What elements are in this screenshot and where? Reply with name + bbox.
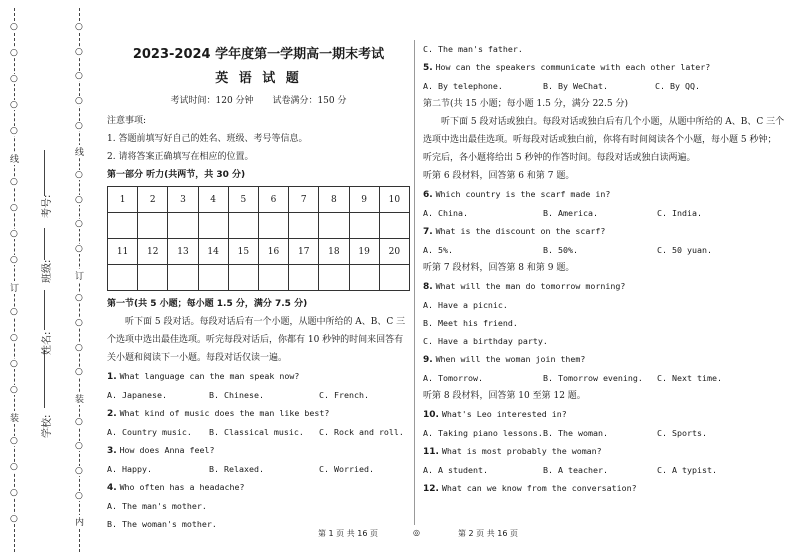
option-a[interactable]: A. Tomorrow. bbox=[423, 373, 483, 383]
exam-no-label: 考号: bbox=[42, 194, 53, 218]
question-number: 12. bbox=[423, 484, 439, 494]
seal-circle-icon: ○ bbox=[75, 318, 83, 328]
option-c[interactable]: C. Have a birthday party. bbox=[423, 336, 548, 346]
notes-heading: 注意事项: bbox=[107, 116, 147, 126]
option-b[interactable]: B. Meet his friend. bbox=[423, 318, 518, 328]
question-number: 4. bbox=[107, 483, 117, 493]
seal-circle-icon: ○ bbox=[75, 71, 83, 82]
answer-grid-number-row bbox=[108, 187, 410, 213]
seal-char: 线 bbox=[75, 145, 84, 158]
question-text: When will the woman join them? bbox=[435, 354, 586, 364]
answer-cell[interactable] bbox=[319, 213, 349, 239]
question-number-cell: 8 bbox=[319, 187, 349, 213]
option-c[interactable]: C. By QQ. bbox=[655, 81, 700, 91]
question-1 bbox=[107, 367, 410, 404]
seal-circle-icon: ○ bbox=[75, 416, 83, 427]
binding-strip bbox=[0, 0, 98, 560]
answer-cell[interactable] bbox=[138, 213, 168, 239]
page-divider bbox=[414, 40, 415, 525]
seal-circle-icon: ○ bbox=[10, 47, 18, 58]
question-number-cell: 14 bbox=[198, 239, 228, 265]
seal-circle-icon: ○ bbox=[10, 125, 18, 136]
seal-char: 订 bbox=[75, 269, 84, 282]
question-number-cell: 5 bbox=[228, 187, 258, 213]
seal-circle-icon: ○ bbox=[75, 293, 83, 304]
seal-circle-icon: ○ bbox=[10, 462, 18, 473]
seal-circle-icon: ○ bbox=[75, 96, 83, 106]
option-c[interactable]: C. Next time. bbox=[657, 373, 722, 383]
question-text: How can the speakers communicate with each other later? bbox=[435, 62, 711, 72]
seal-circle-icon: ○ bbox=[75, 120, 83, 131]
exam-time: 考试时间：120 分钟 bbox=[170, 96, 254, 106]
question-number-cell: 11 bbox=[108, 239, 138, 265]
question-number-cell: 9 bbox=[349, 187, 379, 213]
answer-cell[interactable] bbox=[258, 213, 288, 239]
seal-char: 装 bbox=[10, 411, 19, 424]
answer-cell[interactable] bbox=[379, 265, 409, 291]
seal-circle-icon: ○ bbox=[10, 436, 18, 447]
answer-cell[interactable] bbox=[198, 213, 228, 239]
left-page bbox=[107, 40, 410, 533]
question-number-cell: 16 bbox=[258, 239, 288, 265]
option-a[interactable]: A. The man's mother. bbox=[107, 501, 207, 511]
question-number: 7. bbox=[423, 227, 433, 237]
option-a[interactable]: A. Japanese. bbox=[107, 390, 167, 400]
question-number: 10. bbox=[423, 410, 439, 420]
answer-cell[interactable] bbox=[168, 213, 198, 239]
center-mark-icon: ◎ bbox=[413, 528, 420, 537]
option-a[interactable]: A. A student. bbox=[423, 465, 488, 475]
answer-cell[interactable] bbox=[108, 213, 138, 239]
answer-cell[interactable] bbox=[319, 265, 349, 291]
option-a[interactable]: A. Happy. bbox=[107, 464, 152, 474]
seal-circle-icon: ○ bbox=[75, 194, 83, 205]
option-c[interactable]: C. Rock and roll. bbox=[319, 427, 404, 437]
option-c[interactable]: C. Worried. bbox=[319, 464, 374, 474]
question-text: What can we know from the conversation? bbox=[441, 483, 637, 493]
answer-cell[interactable] bbox=[289, 265, 319, 291]
question-text: Which country is the scarf made in? bbox=[435, 189, 611, 199]
question-text: What language can the man speak now? bbox=[119, 371, 300, 381]
answer-cell[interactable] bbox=[379, 213, 409, 239]
question-number-cell: 12 bbox=[138, 239, 168, 265]
page-number-right: 第 2 页 共 16 页 bbox=[458, 529, 518, 538]
seal-circle-icon: ○ bbox=[75, 466, 83, 476]
answer-cell[interactable] bbox=[228, 265, 258, 291]
question-number-cell: 3 bbox=[168, 187, 198, 213]
answer-cell[interactable] bbox=[349, 265, 379, 291]
question-number: 9. bbox=[423, 355, 433, 365]
option-b[interactable]: B. By WeChat. bbox=[543, 81, 608, 91]
seal-circle-icon: ○ bbox=[75, 441, 83, 452]
question-number: 1. bbox=[107, 372, 117, 382]
answer-cell[interactable] bbox=[198, 265, 228, 291]
answer-cell[interactable] bbox=[349, 213, 379, 239]
question-number: 6. bbox=[423, 190, 433, 200]
option-a[interactable]: A. China. bbox=[423, 208, 468, 218]
question-text: What will the man do tomorrow morning? bbox=[435, 281, 626, 291]
seal-circle-icon: ○ bbox=[10, 73, 18, 84]
answer-cell[interactable] bbox=[258, 265, 288, 291]
seal-char: 内 bbox=[75, 515, 84, 528]
seal-circle-icon: ○ bbox=[75, 46, 83, 57]
passage-heading: 听第 7 段材料，回答第 8 和第 9 题。 bbox=[423, 263, 575, 273]
question-number: 2. bbox=[107, 409, 117, 419]
option-c[interactable]: C. 50 yuan. bbox=[657, 245, 712, 255]
question-text: What kind of music does the man like best? bbox=[119, 408, 330, 418]
exam-title: 2023-2024 学年度第一学期高一期末考试 bbox=[132, 47, 385, 62]
seal-circle-icon: ○ bbox=[10, 203, 18, 214]
note-item: 1. 答题前填写好自己的姓名、班级、考号等信息。 bbox=[107, 134, 308, 144]
question-text: Who often has a headache? bbox=[119, 482, 245, 492]
question-number-cell: 2 bbox=[138, 187, 168, 213]
option-c[interactable]: C. India. bbox=[657, 208, 702, 218]
answer-grid-answer-row bbox=[108, 265, 410, 291]
exam-info bbox=[107, 92, 410, 110]
part1-heading: 第一部分 听力(共两节，共 30 分) bbox=[107, 170, 246, 180]
question-number-cell: 1 bbox=[108, 187, 138, 213]
note-item: 2. 请将答案正确填写在相应的位置。 bbox=[107, 152, 254, 162]
question-text: What is the discount on the scarf? bbox=[435, 226, 606, 236]
option-c[interactable]: C. The man's father. bbox=[423, 44, 523, 54]
option-b[interactable]: B. The woman. bbox=[543, 428, 608, 438]
question-number: 3. bbox=[107, 446, 117, 456]
section1-heading: 第一节(共 5 小题；每小题 1.5 分，满分 7.5 分) bbox=[107, 299, 308, 309]
question-number: 5. bbox=[423, 63, 433, 73]
question-text: What's Leo interested in? bbox=[441, 409, 567, 419]
option-b[interactable]: B. The woman's mother. bbox=[107, 519, 217, 529]
answer-grid-answer-row bbox=[108, 213, 410, 239]
seal-circle-icon: ○ bbox=[10, 229, 18, 240]
option-b[interactable]: B. 50%. bbox=[543, 245, 578, 255]
question-number-cell: 17 bbox=[289, 239, 319, 265]
option-c[interactable]: C. Sports. bbox=[657, 428, 707, 438]
section2-heading: 第二节(共 15 小题；每小题 1.5 分，满分 22.5 分) bbox=[423, 99, 628, 109]
question-4 bbox=[107, 478, 410, 533]
seal-circle-icon: ○ bbox=[10, 99, 18, 110]
seal-circle-icon: ○ bbox=[75, 22, 83, 32]
option-b[interactable]: B. Classical music. bbox=[209, 427, 304, 437]
question-number-cell: 20 bbox=[379, 239, 409, 265]
question-number-cell: 7 bbox=[289, 187, 319, 213]
question-number: 8. bbox=[423, 282, 433, 292]
question-number-cell: 13 bbox=[168, 239, 198, 265]
seal-circle-icon: ○ bbox=[10, 22, 18, 32]
question-number-cell: 4 bbox=[198, 187, 228, 213]
option-b[interactable]: B. A teacher. bbox=[543, 465, 608, 475]
question-number-cell: 15 bbox=[228, 239, 258, 265]
question-text: How does Anna feel? bbox=[119, 445, 215, 455]
option-b[interactable]: B. Relaxed. bbox=[209, 464, 264, 474]
seal-char: 装 bbox=[75, 392, 84, 405]
answer-grid bbox=[107, 186, 410, 291]
seal-circle-icon: ○ bbox=[75, 219, 83, 230]
section1-instruction: 听下面 5 段对话。每段对话后有一个小题，从题中所给的 A、B、C 三个选项中选出最佳选项。听完每段对话后，你都有 10 秒钟的时间来回答有关小题和阅读下一小题。每段对话仅读一遍。 bbox=[107, 317, 406, 363]
seal-char: 订 bbox=[10, 281, 19, 294]
option-a[interactable]: A. Have a picnic. bbox=[423, 300, 508, 310]
right-page bbox=[423, 40, 785, 498]
school-label: 学校: bbox=[42, 414, 53, 438]
seal-circle-icon: ○ bbox=[75, 367, 83, 378]
question-2 bbox=[107, 404, 410, 441]
seal-circle-icon: ○ bbox=[10, 384, 18, 395]
question-text: What is most probably the woman? bbox=[441, 446, 602, 456]
seal-circle-icon: ○ bbox=[10, 488, 18, 499]
option-a[interactable]: A. 5%. bbox=[423, 245, 453, 255]
seal-circle-icon: ○ bbox=[10, 332, 18, 343]
exam-subtitle: 英 语 试 题 bbox=[215, 71, 302, 86]
option-b[interactable]: B. Chinese. bbox=[209, 390, 264, 400]
seal-circle-icon: ○ bbox=[10, 306, 18, 317]
school-field[interactable] bbox=[44, 350, 45, 408]
question-number-cell: 19 bbox=[349, 239, 379, 265]
answer-cell[interactable] bbox=[228, 213, 258, 239]
answer-cell[interactable] bbox=[108, 265, 138, 291]
option-a[interactable]: A. Taking piano lessons. bbox=[423, 428, 543, 438]
exam-no-field[interactable] bbox=[44, 150, 45, 196]
answer-cell[interactable] bbox=[168, 265, 198, 291]
option-a[interactable]: A. Country music. bbox=[107, 427, 192, 437]
seal-circle-icon: ○ bbox=[10, 177, 18, 188]
seal-circle-icon: ○ bbox=[75, 342, 83, 353]
option-b[interactable]: B. America. bbox=[543, 208, 598, 218]
passage-heading: 听第 8 段材料，回答第 10 至第 12 题。 bbox=[423, 391, 586, 401]
seal-circle-icon: ○ bbox=[75, 490, 83, 501]
page-number-left: 第 1 页 共 16 页 bbox=[318, 529, 378, 538]
answer-grid-number-row bbox=[108, 239, 410, 265]
seal-circle-icon: ○ bbox=[10, 255, 18, 266]
passage-heading: 听第 6 段材料，回答第 6 和第 7 题。 bbox=[423, 171, 575, 181]
option-c[interactable]: C. A typist. bbox=[657, 465, 717, 475]
exam-score: 试卷满分：150 分 bbox=[272, 96, 347, 106]
name-label: 姓名: bbox=[42, 331, 53, 355]
option-a[interactable]: A. By telephone. bbox=[423, 81, 503, 91]
seal-circle-icon: ○ bbox=[75, 244, 83, 254]
seal-char: 线 bbox=[10, 152, 19, 165]
seal-circle-icon: ○ bbox=[75, 170, 83, 180]
question-3 bbox=[107, 441, 410, 478]
question-number-cell: 10 bbox=[379, 187, 409, 213]
class-label: 班级: bbox=[42, 259, 53, 283]
name-field[interactable] bbox=[44, 290, 45, 330]
option-b[interactable]: B. Tomorrow evening. bbox=[543, 373, 643, 383]
seal-circle-icon: ○ bbox=[10, 358, 18, 369]
question-number: 11. bbox=[423, 447, 439, 457]
section2-instruction: 听下面 5 段对话或独白。每段对话或独白后有几个小题，从题中所给的 A、B、C 三个选项中选出最佳选项。听每段对话或独白前，你将有时间阅读各个小题，每小题 5 秒钟；听完后，各小题将给出 5 秒钟的作答时间。每段对话或独白读两遍。 bbox=[423, 117, 785, 163]
option-c[interactable]: C. French. bbox=[319, 390, 369, 400]
question-number-cell: 18 bbox=[319, 239, 349, 265]
answer-cell[interactable] bbox=[138, 265, 168, 291]
class-field[interactable] bbox=[44, 228, 45, 260]
answer-cell[interactable] bbox=[289, 213, 319, 239]
seal-circle-icon: ○ bbox=[10, 514, 18, 525]
question-number-cell: 6 bbox=[258, 187, 288, 213]
